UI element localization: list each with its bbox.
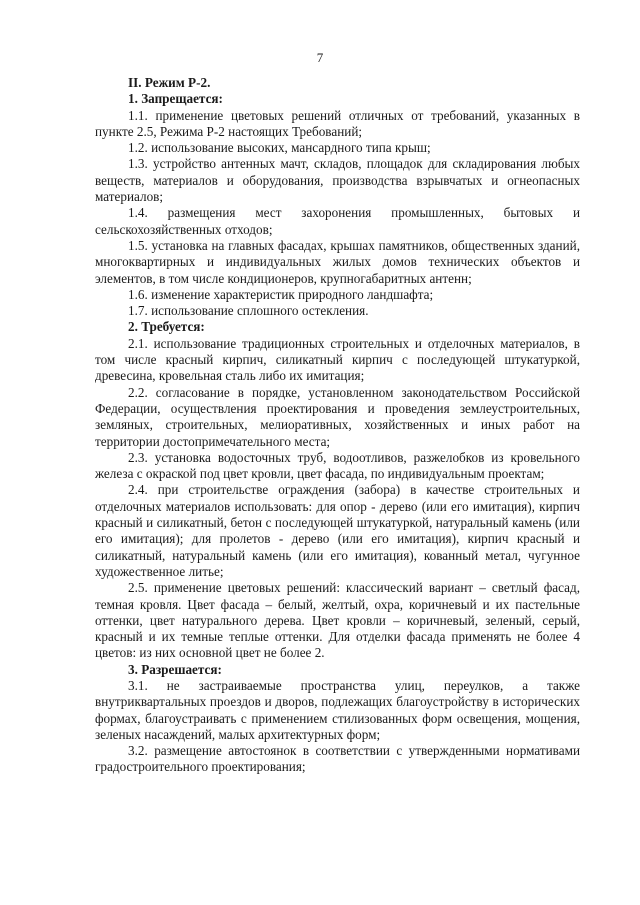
clause-2-2: 2.2. согласование в порядке, установленном законодательством Российской Федерации, осуществления проектирования и проведения землеустроительных, земляных, строительных, мелиоративных, хозяйственных и иных работ на территории достопримечательного места; [95, 384, 580, 449]
document-body [95, 75, 580, 776]
required-heading: 2. Требуется: [128, 319, 205, 335]
clause-1-1: 1.1. применение цветовых решений отличных от требований, указанных в пункте 2.5, Режима Р-2 настоящих Требований; [95, 107, 580, 139]
clause-2-4: 2.4. при строительстве ограждения (забора) в качестве строительных и отделочных материалов использовать: для опор - дерево (или его имитация), кирпич красный и силикатный, бетон с последующей штукатуркой, натуральный камень (или его имитация); для пролетов - дерево (или его имитация), кирпич красный и силикатный, натуральный камень (или его имитация), кованный метал, чугунное художественное литье; [95, 482, 580, 579]
clause-1-3: 1.3. устройство антенных мачт, складов, площадок для складирования любых веществ, материалов и оборудования, производства взрывчатых и огнеопасных материалов; [95, 156, 580, 205]
clause-2-5: 2.5. применение цветовых решений: классический вариант – светлый фасад, темная кровля. Цвет фасада – белый, желтый, охра, коричневый и их пастельные оттенки, цвет натурального дерева. Цвет кровли – коричневый, зеленый, серый, красный и их темные теплые оттенки. Для отделки фасада применять не более 4 цветов: из них основной цвет не более 2. [95, 580, 580, 661]
clause-3-2: 3.2. размещение автостоянок в соответствии с утвержденными нормативами градостроительного проектирования; [95, 743, 580, 775]
clause-2-3: 2.3. установка водосточных труб, водоотливов, разжелобков из кровельного железа с окраской под цвет кровли, цвет фасада, по индивидуальным проектам; [95, 449, 580, 482]
clause-1-7: 1.7. использование сплошного остекления. [128, 303, 369, 319]
section-title: II. Режим Р-2. [128, 75, 211, 90]
page-number: 7 [316, 50, 324, 65]
clause-3-1: 3.1. не застраиваемые пространства улиц, переулков, а также внутриквартальных проездов и дворов, подлежащих благоустройству в исторических формах, благоустраивать с применением стилизованных форм освещения, мощения, зеленых насаждений, малых архитектурных форм; [95, 677, 580, 742]
clause-1-6: 1.6. изменение характеристик природного ландшафта; [128, 286, 434, 302]
prohibited-heading: 1. Запрещается: [128, 91, 223, 107]
clause-1-5: 1.5. установка на главных фасадах, крышах памятников, общественных зданий, многоквартирных и индивидуальных жилых домов технических объектов и элементов, в том числе кондиционеров, крупногабаритных антенн; [95, 237, 580, 286]
clause-1-4: 1.4. размещения мест захоронения промышленных, бытовых и сельскохозяйственных отходов; [95, 205, 580, 237]
clause-1-2: 1.2. использование высоких, мансардного типа крыш; [128, 140, 431, 156]
allowed-heading: 3. Разрешается: [128, 661, 222, 677]
clause-2-1: 2.1. использование традиционных строительных и отделочных материалов, в том числе красный кирпич, силикатный кирпич с последующей штукатуркой, древесина, кровельная сталь либо их имитация; [95, 335, 580, 384]
